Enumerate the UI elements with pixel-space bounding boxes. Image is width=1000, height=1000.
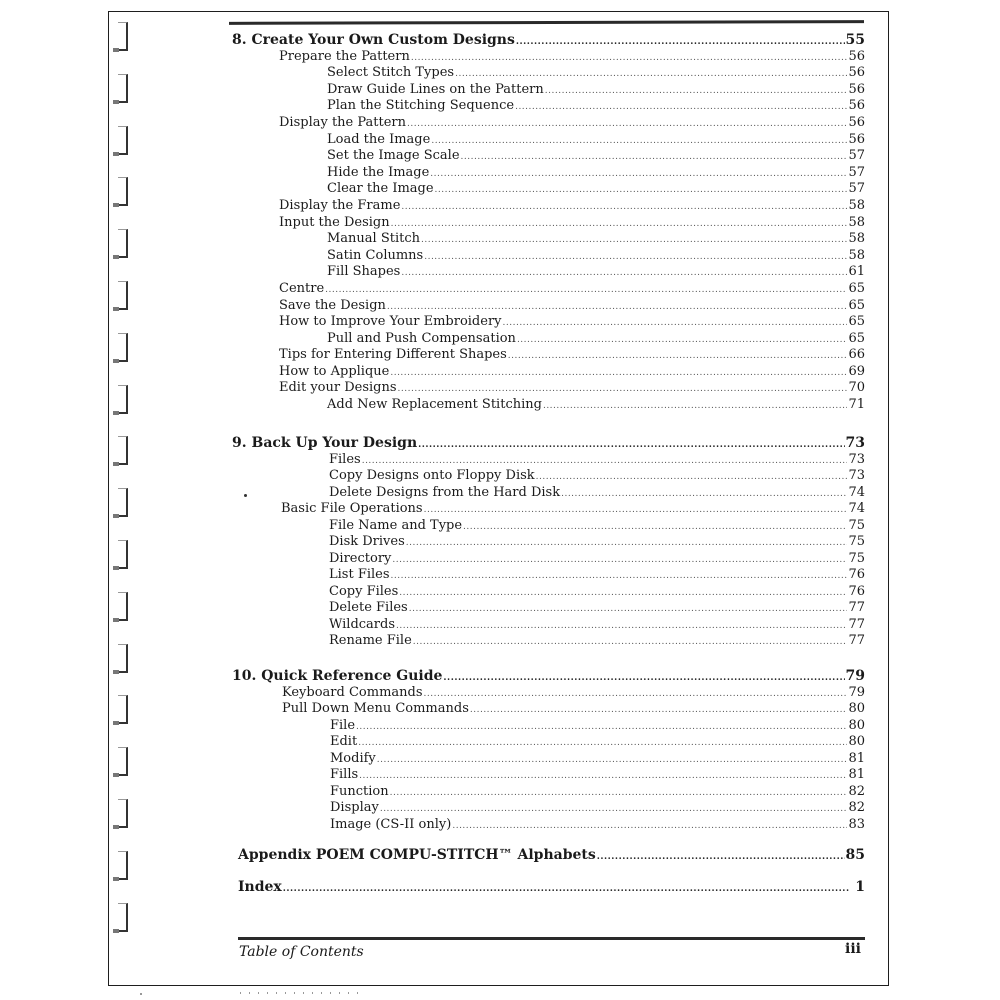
- toc-entry[interactable]: [232, 734, 865, 751]
- toc-page-number: 73: [848, 451, 865, 467]
- toc-entry[interactable]: [232, 518, 865, 535]
- toc-entry-label: Prepare the Pattern: [279, 48, 410, 64]
- toc-page-number: 56: [848, 65, 865, 81]
- toc-entry-label: Pull and Push Compensation: [327, 330, 516, 346]
- dot-leader: [362, 453, 848, 470]
- dot-leader: [424, 249, 847, 266]
- toc-page-number: 61: [848, 264, 865, 280]
- toc-page-number: 83: [848, 816, 865, 832]
- toc-entry[interactable]: [232, 281, 865, 298]
- toc-entry-label: 8. Create Your Own Custom Designs: [232, 32, 515, 48]
- toc-entry-label: Files: [329, 451, 361, 467]
- toc-page-number: 58: [848, 197, 865, 213]
- toc-entry-label: Display the Pattern: [279, 114, 407, 130]
- toc-entry[interactable]: [232, 617, 865, 634]
- toc-entry-label: Display: [330, 800, 379, 815]
- dot-leader: [430, 166, 847, 183]
- toc-entry-label: File: [330, 717, 356, 733]
- scan-speck: [244, 494, 247, 497]
- dot-leader: [424, 502, 848, 519]
- toc-entry-label: File Name and Type: [329, 517, 463, 533]
- dot-leader: [406, 535, 848, 552]
- binding-ring-icon: [118, 747, 128, 776]
- binding-ring-icon: [118, 540, 128, 569]
- dot-leader: [452, 818, 847, 835]
- toc-page-number: 65: [848, 330, 865, 346]
- toc-entry[interactable]: [232, 231, 865, 248]
- toc-page-number: 80: [848, 717, 865, 733]
- toc-entry-label: Fill Shapes: [327, 264, 401, 280]
- toc-page-number: 56: [848, 48, 865, 64]
- toc-entry-label: Copy Designs onto Floppy Disk: [329, 468, 535, 483]
- toc-page-number: 56: [848, 114, 865, 130]
- toc-entry[interactable]: [232, 380, 865, 397]
- dot-leader: [508, 348, 848, 365]
- toc-entry-label: How to Applique: [279, 363, 390, 379]
- dot-leader: [455, 66, 847, 83]
- binding-ring-icon: [118, 22, 128, 51]
- toc-entry[interactable]: [232, 452, 865, 469]
- toc-page-number: 85: [845, 847, 865, 863]
- toc-entry[interactable]: [232, 501, 865, 518]
- toc-page-number: 69: [848, 363, 865, 379]
- dot-leader: [356, 719, 847, 736]
- footer-rule: [238, 937, 865, 940]
- toc-page-number: 1: [855, 879, 865, 895]
- toc-appendix: [232, 847, 865, 864]
- toc-index: [232, 879, 865, 896]
- toc-chapter-heading[interactable]: [232, 32, 865, 49]
- dot-leader: [517, 332, 848, 349]
- toc-entry[interactable]: [232, 567, 865, 584]
- toc-entry[interactable]: [232, 397, 865, 414]
- toc-entry[interactable]: [232, 485, 865, 502]
- toc-entry-label: Copy Files: [329, 583, 399, 599]
- dot-leader: [431, 133, 847, 150]
- toc-entry-label: Wildcards: [329, 616, 396, 632]
- binding-ring-icon: [118, 488, 128, 517]
- toc-entry[interactable]: [232, 364, 865, 381]
- toc-page-number: 82: [848, 800, 865, 815]
- toc-entry-label: Select Stitch Types: [327, 65, 455, 81]
- toc-entry-label: Plan the Stitching Sequence: [327, 98, 515, 114]
- toc-page-number: 65: [848, 280, 865, 296]
- toc-page-number: 77: [848, 600, 865, 615]
- binding-ring-icon: [118, 177, 128, 206]
- toc-chapter-heading[interactable]: [232, 879, 865, 896]
- toc-page-number: 73: [848, 468, 865, 483]
- toc-entry[interactable]: [232, 633, 865, 650]
- toc-page-number: 76: [848, 567, 865, 582]
- toc-entry-label: Index: [238, 879, 282, 895]
- toc-entry-label: Modify: [330, 750, 376, 766]
- toc-entry[interactable]: [232, 551, 865, 568]
- toc-entry-label: Add New Replacement Stitching: [327, 397, 542, 413]
- dot-leader: [359, 768, 847, 785]
- toc-page-number: 65: [848, 297, 865, 313]
- dot-leader: [325, 282, 847, 299]
- toc-entry-label: Rename File: [329, 633, 412, 648]
- dot-leader: [418, 437, 844, 454]
- toc-entry-label: 10. Quick Reference Guide: [232, 668, 443, 684]
- dot-leader: [536, 469, 848, 486]
- toc-entry-label: Keyboard Commands: [282, 684, 423, 700]
- toc-entry[interactable]: [232, 347, 865, 364]
- toc-entry[interactable]: [232, 181, 865, 198]
- toc-entry-label: Basic File Operations: [281, 501, 423, 516]
- toc-entry-label: Centre: [279, 280, 325, 296]
- toc-entry[interactable]: [232, 800, 865, 817]
- binding-ring-icon: [118, 695, 128, 724]
- toc-chapter-heading[interactable]: [232, 847, 865, 864]
- toc-entry[interactable]: [232, 331, 865, 348]
- toc-chapter-10: [232, 668, 865, 833]
- toc-entry[interactable]: [232, 751, 865, 768]
- dot-leader: [358, 735, 847, 752]
- binding-ring-icon: [118, 281, 128, 310]
- toc-page-number: 76: [848, 583, 865, 599]
- binding-ring-icon: [118, 851, 128, 880]
- toc-entry-label: Delete Files: [329, 600, 408, 615]
- dot-leader: [463, 519, 847, 536]
- toc-page-number: 57: [848, 164, 865, 180]
- toc-page-number: 70: [848, 380, 865, 396]
- toc-entry-label: Load the Image: [327, 131, 431, 147]
- dot-leader: [409, 601, 848, 618]
- dot-leader: [283, 881, 850, 898]
- toc-entry[interactable]: [232, 49, 865, 66]
- toc-chapter-heading[interactable]: [232, 435, 865, 452]
- toc-entry[interactable]: [232, 165, 865, 182]
- toc-entry[interactable]: [232, 264, 865, 281]
- toc-page-number: 80: [848, 701, 865, 716]
- toc-entry-label: Directory: [329, 550, 392, 566]
- toc-entry-label: Satin Columns: [327, 247, 424, 263]
- toc-entry-label: Appendix POEM COMPU-STITCH™ Alphabets: [238, 847, 596, 863]
- binding-ring-icon: [118, 126, 128, 155]
- toc-entry[interactable]: [232, 198, 865, 215]
- toc-page-number: 74: [848, 501, 865, 516]
- toc-page-number: 81: [848, 767, 865, 782]
- toc-entry-label: Hide the Image: [327, 164, 430, 180]
- dot-leader: [377, 752, 848, 769]
- dot-leader: [411, 50, 848, 67]
- toc-entry-label: List Files: [329, 567, 390, 582]
- toc-page-number: 73: [845, 435, 865, 451]
- toc-page-number: 57: [848, 181, 865, 197]
- toc-entry[interactable]: [232, 784, 865, 801]
- binding-ring-icon: [118, 799, 128, 828]
- dot-leader: [401, 199, 847, 216]
- dot-leader: [380, 801, 848, 818]
- spiral-binding: [114, 22, 138, 982]
- dot-leader: [543, 398, 848, 415]
- toc-page-number: 75: [848, 550, 865, 566]
- dot-leader: [561, 486, 847, 503]
- toc-page-number: 75: [848, 517, 865, 533]
- binding-ring-icon: [118, 74, 128, 103]
- toc-entry-label: Set the Image Scale: [327, 148, 460, 164]
- footer-page-number: iii: [845, 941, 861, 957]
- toc-entry[interactable]: [232, 718, 865, 735]
- dot-leader: [392, 552, 847, 569]
- toc-page-number: 58: [848, 214, 865, 230]
- toc-entry[interactable]: [232, 298, 865, 315]
- scan-artifact-mark: [140, 993, 142, 995]
- toc-entry[interactable]: [232, 248, 865, 265]
- toc-entry[interactable]: [232, 132, 865, 149]
- dot-leader: [391, 568, 848, 585]
- toc-page-number: 66: [848, 347, 865, 363]
- toc-chapter-9: [232, 435, 865, 650]
- binding-ring-icon: [118, 385, 128, 414]
- toc-entry[interactable]: [232, 115, 865, 132]
- toc-page-number: 56: [848, 131, 865, 147]
- dot-leader: [401, 265, 847, 282]
- toc-entry-label: Edit: [330, 734, 358, 749]
- toc-entry[interactable]: [232, 817, 865, 834]
- binding-ring-icon: [118, 333, 128, 362]
- dot-leader: [390, 365, 847, 382]
- dot-leader: [399, 585, 847, 602]
- toc-entry[interactable]: [232, 98, 865, 115]
- dot-leader: [545, 83, 848, 100]
- toc-entry[interactable]: [232, 314, 865, 331]
- toc-entry[interactable]: [232, 600, 865, 617]
- toc-entry[interactable]: [232, 685, 865, 702]
- dot-leader: [597, 849, 845, 866]
- toc-entry-label: Input the Design: [279, 214, 390, 230]
- dot-leader: [413, 634, 848, 651]
- dot-leader: [407, 116, 847, 133]
- dot-leader: [516, 34, 845, 51]
- toc-page-number: 79: [848, 684, 865, 700]
- toc-entry[interactable]: [232, 215, 865, 232]
- binding-ring-icon: [118, 229, 128, 258]
- toc-entry-label: Image (CS-II only): [330, 816, 452, 832]
- toc-entry[interactable]: [232, 65, 865, 82]
- dot-leader: [396, 618, 847, 635]
- binding-ring-icon: [118, 436, 128, 465]
- binding-ring-icon: [118, 644, 128, 673]
- footer-title: Table of Contents: [239, 944, 364, 960]
- toc-entry-label: How to Improve Your Embroidery: [279, 314, 502, 330]
- dot-leader: [470, 702, 848, 719]
- toc-entry-label: Function: [330, 783, 389, 799]
- binding-ring-icon: [118, 903, 128, 932]
- dot-leader: [387, 299, 848, 316]
- toc-page-number: 71: [848, 397, 865, 413]
- toc-entry-label: Manual Stitch: [327, 231, 421, 247]
- dot-leader: [435, 182, 848, 199]
- toc-page-number: 81: [848, 750, 865, 766]
- toc-page-number: 55: [845, 32, 865, 48]
- toc-entry-label: Save the Design: [279, 297, 386, 313]
- scan-artifact-dots: [240, 992, 365, 994]
- toc-entry[interactable]: [232, 534, 865, 551]
- dot-leader: [424, 686, 848, 703]
- dot-leader: [515, 99, 847, 116]
- dot-leader: [390, 785, 848, 802]
- toc-entry-label: Delete Designs from the Hard Disk: [329, 484, 561, 500]
- toc-entry-label: Tips for Entering Different Shapes: [279, 347, 507, 363]
- toc-page-number: 56: [848, 81, 865, 97]
- toc-page-number: 57: [848, 148, 865, 164]
- toc-page-number: 58: [848, 231, 865, 247]
- toc-entry-label: Disk Drives: [329, 534, 405, 549]
- dot-leader: [461, 149, 848, 166]
- toc-page-number: 80: [848, 734, 865, 749]
- binding-ring-icon: [118, 592, 128, 621]
- toc-entry-label: Pull Down Menu Commands: [282, 701, 469, 716]
- toc-page-number: 58: [848, 247, 865, 263]
- toc-page-number: 56: [848, 98, 865, 114]
- toc-chapter-heading[interactable]: [232, 668, 865, 685]
- toc-entry[interactable]: [232, 468, 865, 485]
- dot-leader: [398, 381, 848, 398]
- toc-entry-label: Draw Guide Lines on the Pattern: [327, 81, 544, 97]
- toc-page-number: 79: [845, 668, 865, 684]
- toc-page-number: 82: [848, 783, 865, 799]
- toc-entry-label: Edit your Designs: [279, 380, 397, 396]
- toc-entry-label: Clear the Image: [327, 181, 434, 197]
- toc-page-number: 74: [848, 484, 865, 500]
- toc-entry[interactable]: [232, 701, 865, 718]
- toc-entry-label: 9. Back Up Your Design: [232, 435, 418, 451]
- dot-leader: [503, 315, 848, 332]
- toc-entry[interactable]: [232, 767, 865, 784]
- toc-page-number: 77: [848, 616, 865, 632]
- toc-entry[interactable]: [232, 82, 865, 99]
- toc-page-number: 77: [848, 633, 865, 648]
- toc-entry-label: Display the Frame: [279, 197, 401, 213]
- toc-entry[interactable]: [232, 148, 865, 165]
- toc-entry-label: Fills: [330, 767, 359, 782]
- toc-page-number: 65: [848, 314, 865, 330]
- dot-leader: [391, 216, 848, 233]
- toc-chapter-8: [232, 32, 865, 414]
- dot-leader: [421, 232, 847, 249]
- toc-entry[interactable]: [232, 584, 865, 601]
- toc-page-number: 75: [848, 534, 865, 549]
- dot-leader: [443, 670, 844, 687]
